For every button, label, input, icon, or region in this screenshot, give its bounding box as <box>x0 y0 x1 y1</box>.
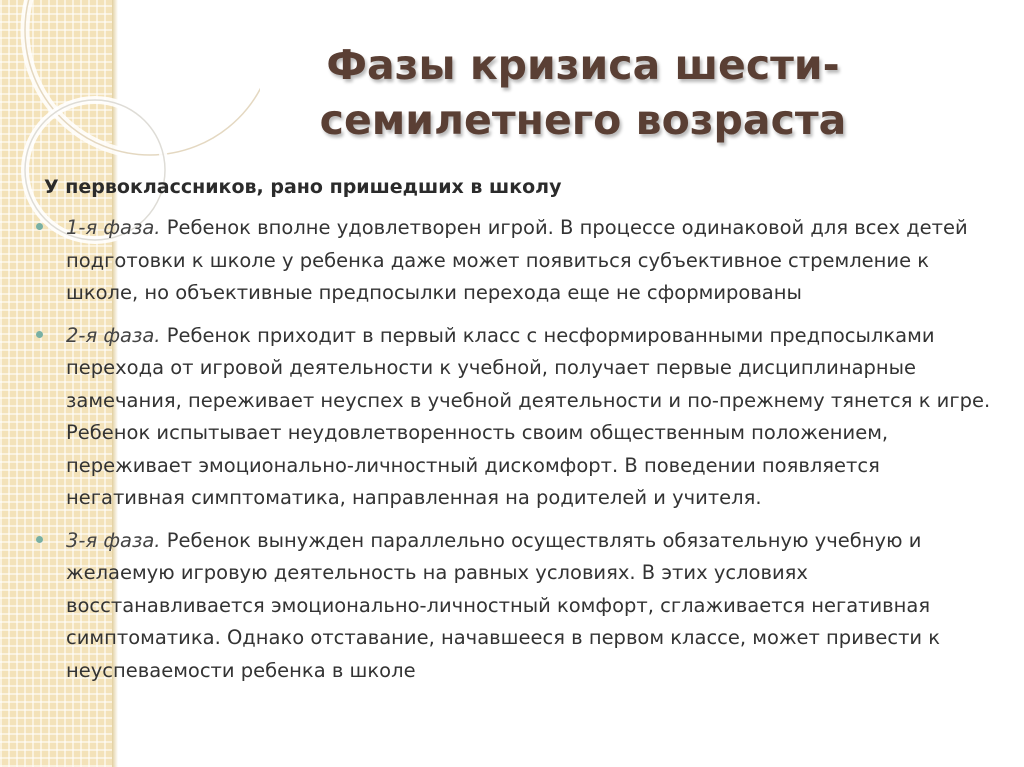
slide-title-line-2: семилетнего возраста <box>319 96 847 144</box>
phase-label: 1-я фаза. <box>66 216 167 239</box>
phase-text: Ребенок вполне удовлетворен игрой. В процессе одинаковой для всех детей подготовки к школе у ребенка даже может появиться субъективное стремление к школе, но объективные предпосылки перехода еще не сформированы <box>66 216 968 304</box>
slide-title-line-1: Фазы кризиса шести- <box>326 41 840 89</box>
phase-text: Ребенок приходит в первый класс с несформированными предпосылками перехода от игровой деятельности к учебной, получает первые дисциплинарные замечания, переживает неуспех в учебной деятельности и по-прежнему тянется к игре. Ребенок испытывает неудовлетворенность своим общественным положением, переживает эмоционально-личностный дискомфорт. В поведении появляется негативная симптоматика, направленная на родителей и учителя. <box>66 323 991 509</box>
bullet-dot-icon <box>36 331 43 338</box>
phase-item-3 <box>36 525 998 688</box>
phase-text: Ребенок вынужден параллельно осуществлять обязательную учебную и желаемую игровую деятельность на равных условиях. В этих условиях восстанавливается эмоционально-личностный комфорт, сглаживается негативная симптоматика. Однако отставание, начавшееся в первом классе, может привести к неуспеваемости ребенка в школе <box>66 528 941 682</box>
decorative-ring-large <box>25 0 260 155</box>
phase-label: 2-я фаза. <box>66 323 167 347</box>
phase-list <box>36 212 998 697</box>
subheading: У первоклассников, рано пришедших в школу <box>44 176 562 198</box>
bullet-dot-icon <box>36 536 43 543</box>
phase-item-1 <box>36 212 998 310</box>
slide-title <box>258 38 908 148</box>
bullet-dot-icon <box>36 223 43 230</box>
phase-label: 3-я фаза. <box>66 528 167 552</box>
phase-item-2 <box>36 320 998 515</box>
